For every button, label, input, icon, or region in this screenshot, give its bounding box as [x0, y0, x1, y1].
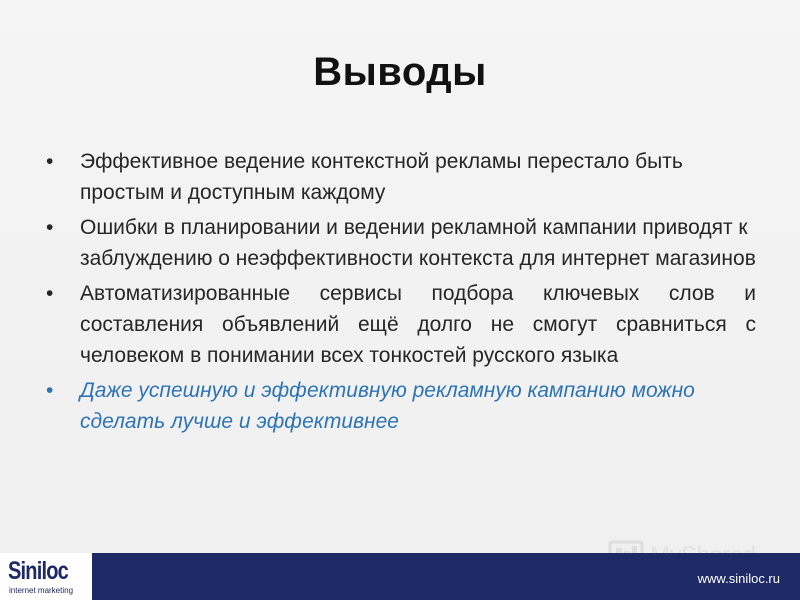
siniloc-logo: [0, 553, 92, 600]
bullet-item-highlight: [44, 375, 756, 437]
bullet-marker: •: [46, 379, 54, 402]
bullet-text: Эффективное ведение контекстной рекламы перестало быть простым и доступным каждому: [80, 150, 683, 204]
slide-title: Выводы: [313, 50, 487, 94]
bullet-text: Даже успешную и эффективную рекламную кампанию можно сделать лучше и эффективнее: [80, 379, 695, 433]
bullet-marker: •: [46, 282, 54, 305]
bullet-marker: •: [46, 150, 54, 173]
bullet-item: [44, 278, 756, 371]
bullet-item: [44, 212, 756, 274]
bullet-text: Ошибки в планировании и ведении рекламной кампании приводят к заблуждению о неэффективности контекста для интернет магазинов: [80, 216, 756, 270]
bullet-item: [44, 146, 756, 208]
bullet-marker: •: [46, 216, 54, 239]
logo-tagline: internet marketing: [9, 586, 74, 595]
footer-bar: [0, 553, 800, 600]
logo-name: Siniloc: [8, 557, 68, 585]
footer-url: www.siniloc.ru: [697, 571, 780, 586]
bullet-list: [44, 146, 756, 441]
bullet-text: Автоматизированные сервисы подбора ключевых слов и составления объявлений ещё долго не смогут сравниться с человеком в понимании всех тонкостей русского языка: [80, 282, 756, 367]
